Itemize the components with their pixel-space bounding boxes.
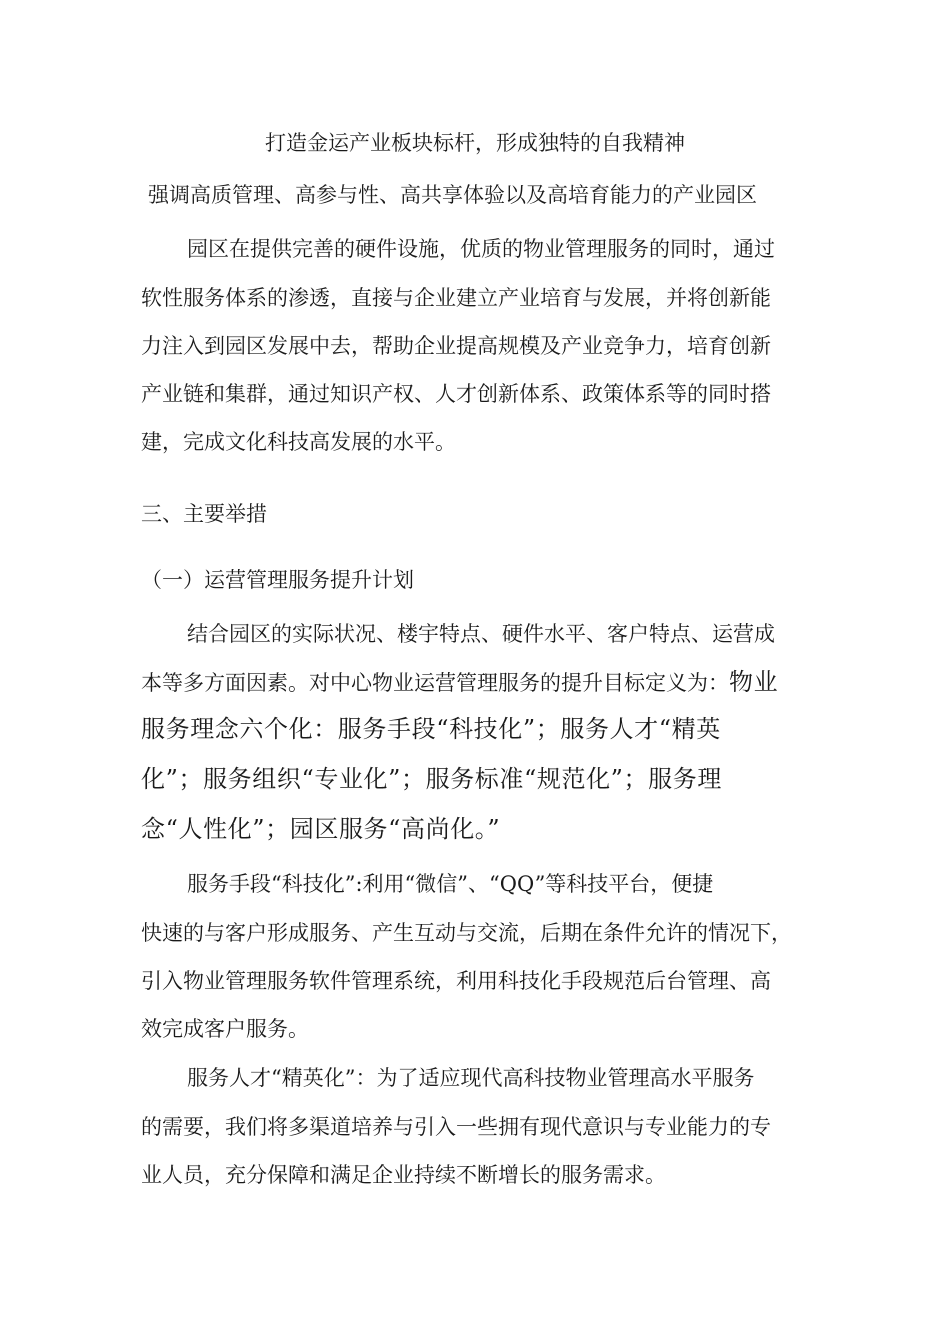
text-line: 建，完成文化科技高发展的水平。	[141, 430, 456, 454]
title-line-1: 打造金运产业板块标杆，形成独特的自我精神	[265, 131, 685, 155]
text-line: 的需要，我们将多渠道培养与引入一些拥有现代意识与专业能力的专	[141, 1115, 771, 1139]
text-line: 效完成客户服务。	[141, 1017, 309, 1041]
section-heading: 三、主要举措	[141, 502, 267, 526]
text-line-emphasis: 服务理念六个化：服务手段“科技化”；服务人才“精英	[141, 715, 721, 743]
text-line: 产业链和集群，通过知识产权、人才创新体系、政策体系等的同时搭	[141, 382, 771, 406]
text-line-emphasis: 化”；服务组织“专业化”；服务标准“规范化”；服务理	[141, 765, 722, 793]
text-line: 结合园区的实际状况、楼宇特点、硬件水平、客户特点、运营成	[187, 622, 775, 646]
text-segment: 本等多方面因素。对中心物业运营管理服务的提升目标定义为：	[141, 671, 729, 695]
subsection-heading: （一）运营管理服务提升计划	[141, 568, 414, 592]
text-line: 力注入到园区发展中去，帮助企业提高规模及产业竞争力，培育创新	[141, 334, 771, 358]
text-line: 业人员，充分保障和满足企业持续不断增长的服务需求。	[141, 1163, 666, 1187]
text-line-emphasis: 念“人性化”；园区服务“高尚化。”	[141, 815, 501, 843]
text-line: 服务手段“科技化”:利用“微信”、“QQ”等科技平台，便捷	[187, 872, 714, 896]
text-line: 软性服务体系的渗透，直接与企业建立产业培育与发展，并将创新能	[141, 286, 771, 310]
text-segment-emphasis: 物业	[729, 668, 779, 696]
text-line: 服务人才“精英化”：为了适应现代高科技物业管理高水平服务	[187, 1066, 755, 1090]
text-line	[141, 668, 778, 697]
text-line: 快速的与客户形成服务、产生互动与交流，后期在条件允许的情况下，	[141, 921, 792, 945]
text-line: 园区在提供完善的硬件设施，优质的物业管理服务的同时，通过	[187, 237, 775, 261]
title-line-2: 强调高质管理、高参与性、高共享体验以及高培育能力的产业园区	[148, 183, 757, 207]
text-line: 引入物业管理服务软件管理系统，利用科技化手段规范后台管理、高	[141, 969, 771, 993]
